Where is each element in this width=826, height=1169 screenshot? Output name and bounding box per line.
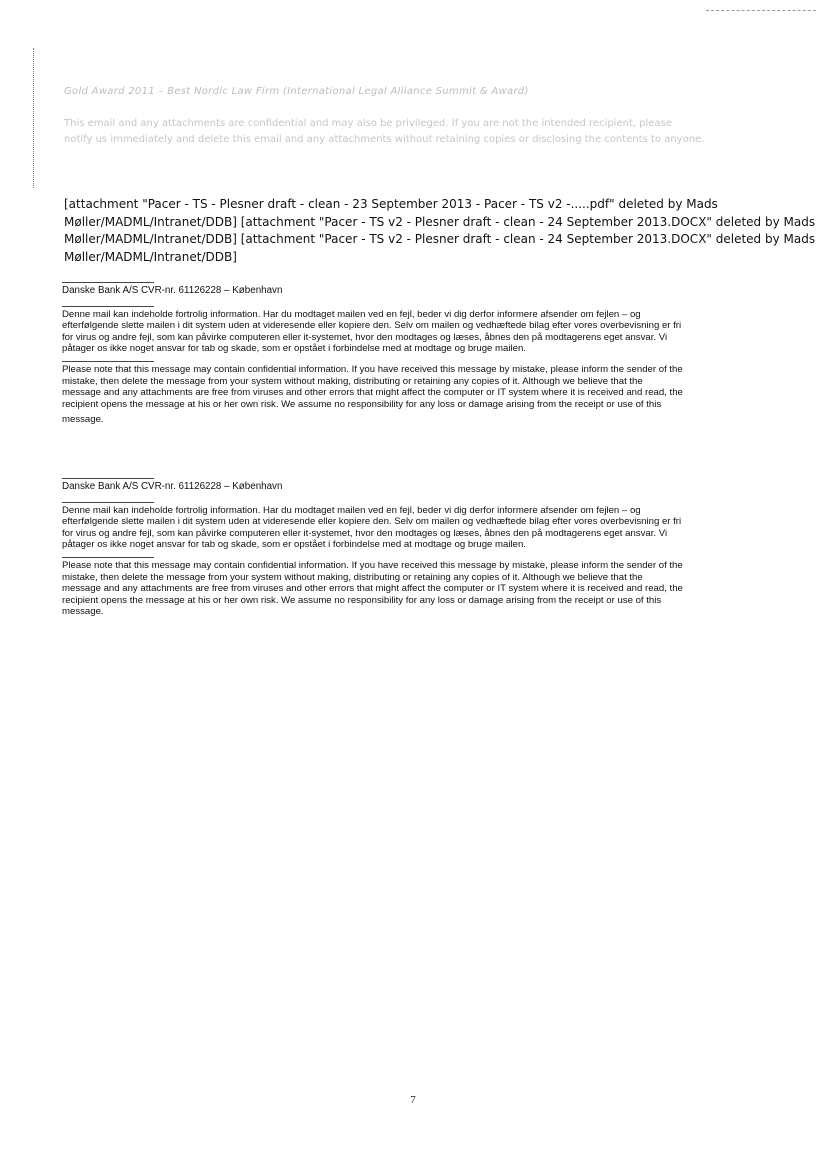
disclaimer-line: mistake, then delete the message from your system without making, distributing or retaining any copies of it. Although we believe that the <box>62 571 643 583</box>
english-disclaimer <box>62 364 772 426</box>
disclaimer-line: påtager os ikke noget ansvar for tab og skade, som er opstået i forbindelse med at modtage og bruge mailen. <box>62 343 526 355</box>
separator-rule <box>62 557 154 558</box>
scan-artifact-line <box>706 10 816 11</box>
company-line: Danske Bank A/S CVR-nr. 61126228 – København <box>62 481 283 492</box>
disclaimer-line: Please note that this message may contain confidential information. If you have received this message by mistake, please inform the sender of the <box>62 559 683 571</box>
disclaimer-line: efterfølgende slette mailen i dit system uden at videresende eller kopiere den. Selv om mailen og vedhæftede bilag efter vores overbevisning er fri <box>62 320 682 332</box>
disclaimer-line: Please note that this message may contain confidential information. If you have received this message by mistake, please inform the sender of the <box>62 363 683 375</box>
disclaimer-line: for virus og andre fejl, som kan påvirke computeren eller it-systemet, hvor den modtages og læses, åbnes den på modtagerens eget ansvar. Vi <box>62 527 668 539</box>
separator-rule <box>62 361 154 362</box>
disclaimer-line: message and any attachments are free from viruses and other errors that might affect the computer or IT system where it is received and read, the <box>62 583 683 595</box>
faded-confidentiality-line-2: notify us immediately and delete this email and any attachments without retaining copies or disclosing the contents to anyone. <box>64 134 705 145</box>
attachments-deleted-note <box>64 196 816 266</box>
disclaimer-block-2 <box>62 478 772 618</box>
faded-confidentiality-line-1: This email and any attachments are confidential and may also be privileged. If you are not the intended recipient, please <box>64 118 672 129</box>
danish-disclaimer <box>62 505 772 551</box>
page-number: 7 <box>410 1094 416 1106</box>
disclaimer-block-1 <box>62 282 772 426</box>
separator-rule <box>62 306 154 307</box>
attachment-note-line: Møller/MADML/Intranet/DDB] [attachment "Pacer - TS v2 - Plesner draft - clean - 24 September 2013.DOCX" deleted by Mads <box>64 232 816 246</box>
disclaimer-line: message. <box>62 606 104 618</box>
disclaimer-line: Denne mail kan indeholde fortrolig information. Har du modtaget mailen ved en fejl, beder vi dig derfor informere afsender om fejlen – og <box>62 308 641 320</box>
disclaimer-line: efterfølgende slette mailen i dit system uden at videresende eller kopiere den. Selv om mailen og vedhæftede bilag efter vores overbevisning er fri <box>62 516 682 528</box>
company-line: Danske Bank A/S CVR-nr. 61126228 – København <box>62 285 283 296</box>
separator-rule <box>62 478 154 479</box>
attachment-note-line: Møller/MADML/Intranet/DDB] [attachment "Pacer - TS v2 - Plesner draft - clean - 24 September 2013.DOCX" deleted by Mads <box>64 214 816 229</box>
disclaimer-line: message and any attachments are free from viruses and other errors that might affect the computer or IT system where it is received and read, the <box>62 387 683 399</box>
disclaimer-line: for virus og andre fejl, som kan påvirke computeren eller it-systemet, hvor den modtages og læses, åbnes den på modtagerens eget ansvar. Vi <box>62 331 668 343</box>
attachment-note-line: [attachment "Pacer - TS - Plesner draft - clean - 23 September 2013 - Pacer - TS v2 -.....pdf" deleted by Mads <box>64 197 718 211</box>
disclaimer-line: recipient opens the message at his or her own risk. We assume no responsibility for any loss or damage arising from the receipt or use of this <box>62 594 662 606</box>
disclaimer-line: message. <box>62 414 104 426</box>
disclaimer-line: Denne mail kan indeholde fortrolig information. Har du modtaget mailen ved en fejl, beder vi dig derfor informere afsender om fejlen – og <box>62 504 641 516</box>
disclaimer-line: påtager os ikke noget ansvar for tab og skade, som er opstået i forbindelse med at modtage og bruge mailen. <box>62 539 526 551</box>
faded-award-title: Gold Award 2011 – Best Nordic Law Firm (International Legal Alliance Summit & Award) <box>64 86 529 97</box>
english-disclaimer <box>62 560 772 618</box>
separator-rule <box>62 282 154 283</box>
danish-disclaimer <box>62 309 772 355</box>
disclaimer-line: recipient opens the message at his or her own risk. We assume no responsibility for any loss or damage arising from the receipt or use of this <box>62 398 662 410</box>
separator-rule <box>62 502 154 503</box>
scan-edge-artifact <box>33 48 34 188</box>
attachment-note-line: Møller/MADML/Intranet/DDB] <box>64 249 237 264</box>
disclaimer-line: mistake, then delete the message from your system without making, distributing or retaining any copies of it. Although we believe that the <box>62 375 643 387</box>
